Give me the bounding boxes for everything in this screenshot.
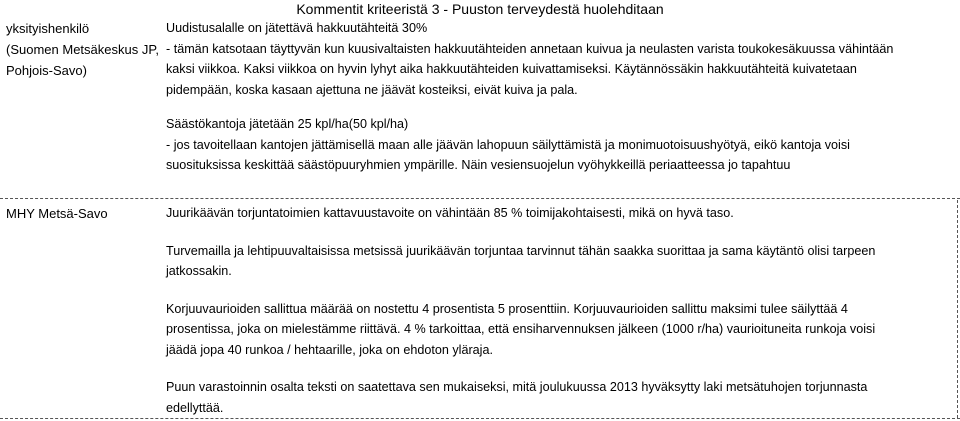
comment-paragraph: [166, 18, 956, 100]
comment-row-private-person: [0, 18, 960, 198]
comment-line: edellyttää.: [166, 400, 224, 415]
comment-line: jäädä jopa 40 runkoa / hehtaarille, joka on ehdoton yläraja.: [166, 342, 493, 357]
comment-line: suosituksissa keskittää säästöpuuryhmien ympärille. Näin vesiensuojelun vyöhykkeillä periaatteessa jo tapahtuu: [166, 158, 791, 172]
comment-paragraph: [166, 114, 956, 176]
comment-cell: [166, 18, 956, 176]
comment-line: Uudistusalalle on jätettävä hakkuutähteitä 30%: [166, 21, 428, 35]
page-title: Kommentit kriteeristä 3 - Puuston terveydestä huolehditaan: [296, 1, 664, 17]
comment-paragraph: [166, 241, 956, 282]
comment-row-mhy-metsa-savo: [0, 199, 960, 421]
comment-line: Turvemailla ja lehtipuuvaltaisissa metsissä juurikäävän torjuntaa tarvinnut tähän saakka suorittaa ja sama käytäntö olisi tarpeen: [166, 243, 876, 258]
comment-line: Säästökantoja jätetään 25 kpl/ha(50 kpl/ha): [166, 117, 409, 131]
comment-line: - tämän katsotaan täyttyvän kun kuusivaltaisten hakkuutähteiden annetaan kuivua ja neulasten varista toukokesäkuussa vähintään: [166, 41, 894, 56]
comment-line: Korjuuvaurioiden sallittua määrää on nostettu 4 prosentista 5 prosenttiin. Korjuuvaurioiden sallittu maksimi tulee säilyttää 4: [166, 301, 848, 316]
commenter-line: (Suomen Metsäkeskus JP,: [6, 42, 159, 57]
comment-paragraph: [166, 299, 956, 361]
commenter-line: MHY Metsä-Savo: [6, 206, 108, 221]
commenter-cell: [6, 203, 164, 224]
comment-line: jatkossakin.: [166, 264, 232, 278]
comment-line: Juurikäävän torjuntatoimien kattavuustavoite on vähintään 85 % toimijakohtaisesti, mikä on hyvä taso.: [166, 206, 734, 220]
comment-line: prosentissa, joka on mielestämme riittävä. 4 % tarkoittaa, että ensiharvennuksen jälkeen (1000 r/ha) vaurioituneita runkoja voisi: [166, 322, 876, 336]
comment-line: - jos tavoitellaan kantojen jättämisellä maan alle jäävän lahopuun säilyttämistä ja monimuotoisuushyötyä, eikö kantoja voisi: [166, 137, 850, 152]
commenter-line: Pohjois-Savo): [6, 63, 87, 78]
comment-cell: [166, 203, 956, 418]
comment-line: Puun varastoinnin osalta teksti on saatettava sen mukaiseksi, mitä joulukuussa 2013 hyväksytty laki metsätuhojen torjunnasta: [166, 380, 868, 394]
comment-paragraph: [166, 377, 956, 418]
comment-line: kaksi viikkoa. Kaksi viikkoa on hyvin lyhyt aika hakkuutähteiden kuivattamiseksi. Käytännössäkin hakkuutähteitä kuivatetaan: [166, 62, 857, 76]
table-bottom-border: [0, 418, 960, 419]
commenter-line: yksityishenkilö: [6, 21, 90, 36]
comment-paragraph: [166, 203, 956, 224]
comment-line: pidempään, koska kasaan ajettuna ne jäävät kosteiksi, eivät kuiva ja pala.: [166, 82, 578, 97]
commenter-cell: [6, 18, 164, 81]
